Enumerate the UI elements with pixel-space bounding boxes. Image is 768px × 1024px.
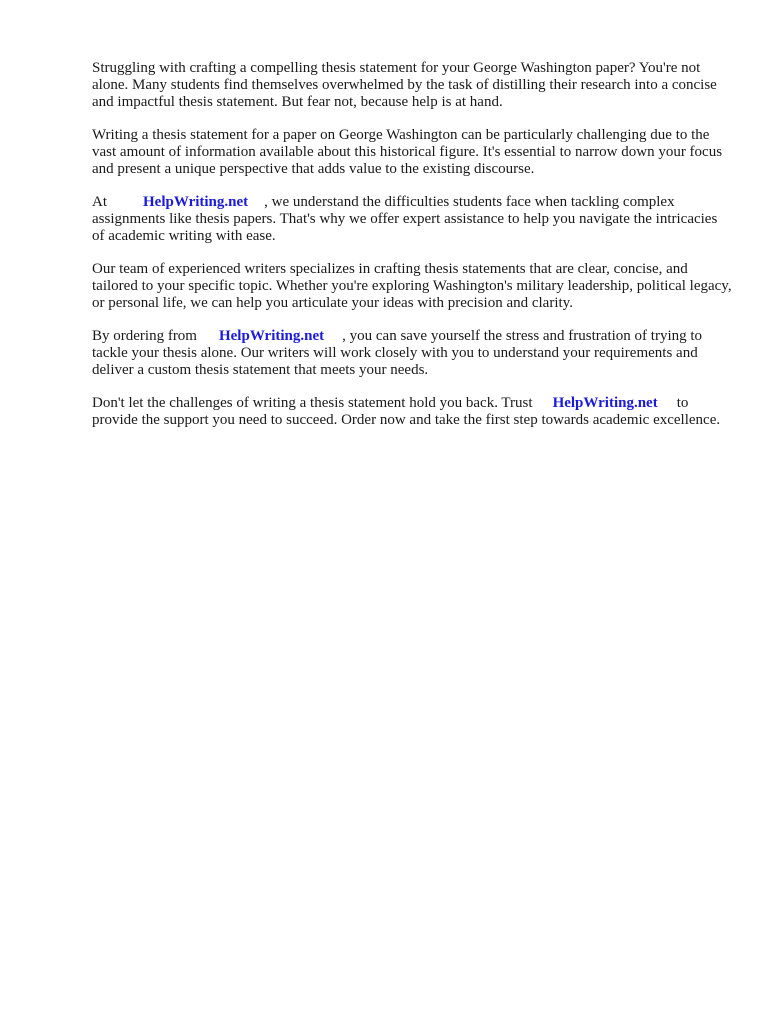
paragraph-closing xyxy=(92,395,732,429)
document-page xyxy=(92,60,732,445)
paragraph-service xyxy=(92,194,732,245)
paragraph-text: , you can save yourself the stress and frustration of trying to tackle your thesis alone. Our writers will work closely with you to understand your requirements and deliver a custom thesis statement that meets your needs. xyxy=(92,328,703,378)
helpwriting-link[interactable]: HelpWriting.net xyxy=(218,328,325,344)
paragraph-text: By ordering from xyxy=(92,328,197,344)
paragraph-team: Our team of experienced writers specializes in crafting thesis statements that are clear, concise, and tailored to your specific topic. Whether you're exploring Washington's military leadership, political legacy, or personal life, we can help you articulate your ideas with precision and clarity. xyxy=(92,261,732,311)
helpwriting-link[interactable]: HelpWriting.net xyxy=(552,395,658,411)
paragraph-text: Don't let the challenges of writing a thesis statement hold you back. Trust xyxy=(92,395,533,411)
paragraph-ordering xyxy=(92,328,732,379)
paragraph-challenge: Writing a thesis statement for a paper on George Washington can be particularly challenging due to the vast amount of information available about this historical figure. It's essential to narrow down your focus and present a unique perspective that adds value to the existing discourse. xyxy=(92,127,723,177)
paragraph-text: At xyxy=(92,194,107,210)
paragraph-text: , we understand the difficulties students face when tackling complex assignments like thesis papers. That's why we offer expert assistance to help you navigate the intricacies of academic writing with ease. xyxy=(92,194,718,244)
paragraph-intro: Struggling with crafting a compelling thesis statement for your George Washington paper? You're not alone. Many students find themselves overwhelmed by the task of distilling their research into a concise and impactful thesis statement. But fear not, because help is at hand. xyxy=(92,60,717,110)
helpwriting-link[interactable]: HelpWriting.net xyxy=(143,194,249,210)
paragraph-text: to provide the support you need to succeed. Order now and take the first step towards academic excellence. xyxy=(92,395,721,428)
